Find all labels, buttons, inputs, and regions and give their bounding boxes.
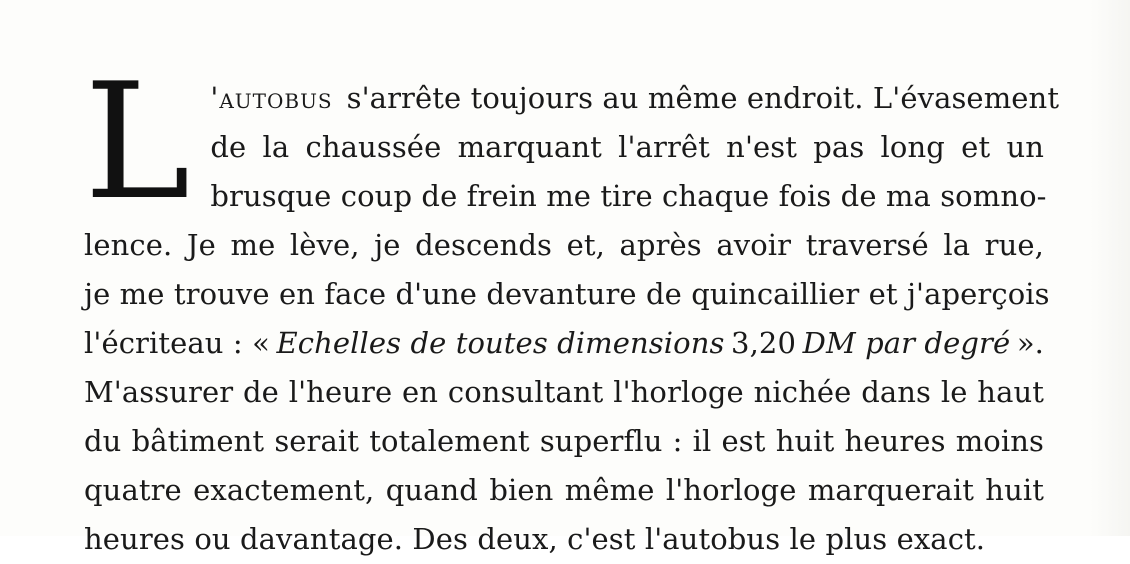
text-line-1 — [210, 74, 1060, 123]
text-line-2: de la chaussée marquant l'arrêt n'est pas long et un — [210, 130, 1044, 164]
line-6-prefix: l'écriteau : « — [84, 326, 270, 360]
line-6-number: 3,20 — [731, 326, 797, 360]
paragraph — [84, 48, 1060, 564]
text-line-10: heures ou davantage. Des deux, c'est l'autobus le plus exact. — [84, 522, 986, 556]
line-6-italic-2: DM par degré — [802, 326, 1011, 360]
text-line-6 — [84, 319, 1044, 368]
text-line-8: du bâtiment serait totalement superflu : il est huit heures moins — [84, 424, 1044, 458]
line-6-italic-1: Echelles de toutes dimensions — [276, 326, 725, 360]
text-line-9: quatre exactement, quand bien même l'horloge marquerait huit — [84, 473, 1044, 507]
page-edge-shadow — [1090, 0, 1130, 536]
first-word-smallcaps: 'autobus — [210, 81, 333, 115]
drop-cap: L — [84, 48, 191, 235]
text-line-7: M'assurer de l'heure en consultant l'horloge nichée dans le haut — [84, 375, 1044, 409]
text-line-5: je me trouve en face d'une devanture de quincaillier et j'aperçois — [84, 277, 1050, 311]
line-6-suffix: ». — [1016, 326, 1044, 360]
text-line-4: lence. Je me lève, je descends et, après avoir traversé la rue, — [84, 228, 1044, 262]
text-line-3: brusque coup de frein me tire chaque fois de ma somno- — [210, 179, 1047, 213]
line-1-rest: s'arrête toujours au même endroit. L'évasement — [346, 81, 1060, 115]
